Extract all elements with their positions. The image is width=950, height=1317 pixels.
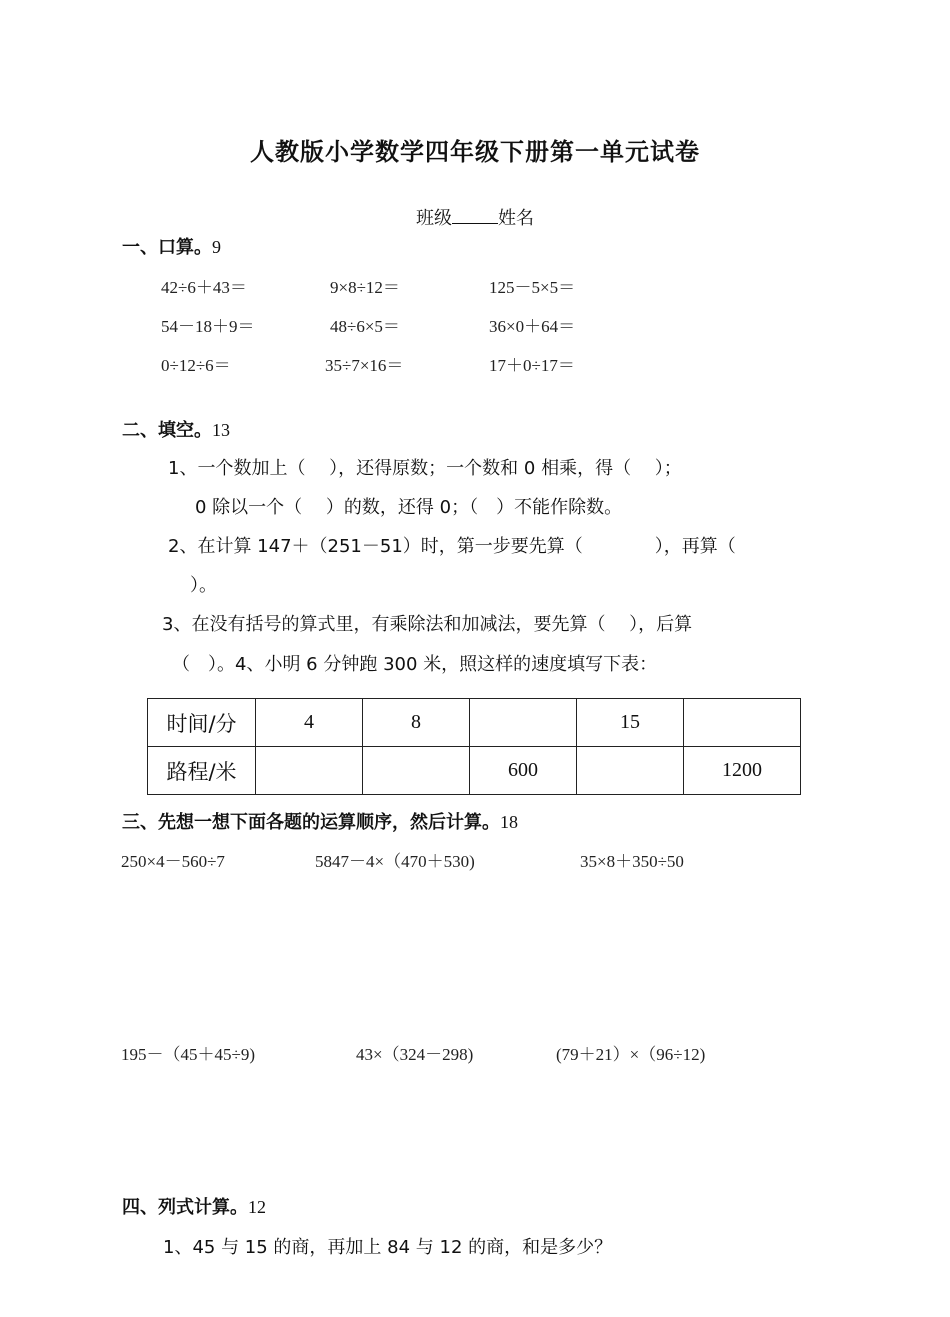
section4-title: 四、列式计算。 [122,1197,248,1218]
oral-exercise: 0÷12÷6＝ [161,356,231,375]
table-cell: 15 [577,699,684,747]
table-cell[interactable] [684,699,801,747]
calc-problem: (79＋21）×（96÷12) [556,1045,706,1064]
table-cell[interactable] [363,747,470,795]
name-label: 姓名 [498,208,534,229]
section2-points: 13 [212,420,230,440]
fill-line-3: 2、在计算 147＋（251－51）时，第一步要先算（ ），再算（ [168,536,736,557]
section2-heading [122,416,230,442]
speed-table [147,698,801,795]
oral-exercise: 9×8÷12＝ [330,278,400,297]
oral-exercise: 54－18＋9＝ [161,317,255,336]
calc-problem: 250×4－560÷7 [121,852,225,871]
time-row-header: 时间/分 [148,699,256,747]
fill-line-5: 3、在没有括号的算式里，有乘除法和加减法，要先算（ ），后算 [162,614,693,635]
oral-exercise: 17＋0÷17＝ [489,356,575,375]
fill-line-4: ）。 [190,575,217,596]
class-blank[interactable] [452,205,498,224]
oral-exercise: 36×0＋64＝ [489,317,576,336]
fill-line-6: （ ）。4、小明 6 分钟跑 300 米，照这样的速度填写下表： [172,654,658,675]
calc-problem: 5847－4×（470＋530) [315,852,475,871]
section4-points: 12 [248,1197,266,1217]
section4-heading [122,1193,266,1219]
class-name-line [0,204,950,230]
page-title: 人教版小学数学四年级下册第一单元试卷 [250,138,700,166]
table-cell: 600 [470,747,577,795]
oral-exercise: 42÷6＋43＝ [161,278,247,297]
distance-row-header: 路程/米 [148,747,256,795]
oral-exercise: 125－5×5＝ [489,278,576,297]
fill-line-1: 1、一个数加上（ ），还得原数；一个数和 0 相乘，得（ ）； [168,458,682,479]
section2-title: 二、填空。 [122,420,212,441]
table-cell: 1200 [684,747,801,795]
section1-points: 9 [212,237,221,257]
section3-title: 三、先想一想下面各题的运算顺序，然后计算。 [122,812,500,833]
table-row [148,747,801,795]
word-problem-1: 1、45 与 15 的商，再加上 84 与 12 的商，和是多少？ [163,1237,613,1258]
table-cell[interactable] [577,747,684,795]
class-label: 班级 [416,208,452,229]
section1-heading [122,233,221,259]
fill-line-2: 0 除以一个（ ）的数，还得 0；（ ）不能作除数。 [195,497,623,518]
oral-exercise: 48÷6×5＝ [330,317,400,336]
section1-title: 一、口算。 [122,237,212,258]
section3-points: 18 [500,812,518,832]
table-cell[interactable] [470,699,577,747]
table-cell[interactable] [256,747,363,795]
table-row [148,699,801,747]
calc-problem: 35×8＋350÷50 [580,852,684,871]
section3-heading [122,808,518,834]
calc-problem: 43×（324－298) [356,1045,474,1064]
table-cell: 8 [363,699,470,747]
calc-problem: 195－（45＋45÷9) [121,1045,255,1064]
oral-exercise: 35÷7×16＝ [325,356,404,375]
table-cell: 4 [256,699,363,747]
